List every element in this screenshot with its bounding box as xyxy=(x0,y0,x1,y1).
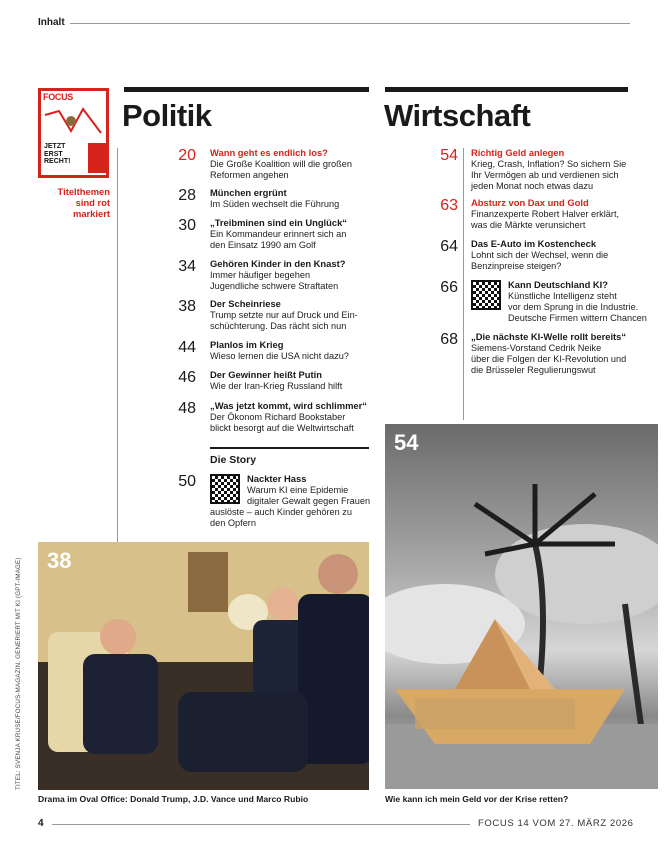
column-divider-left xyxy=(117,148,118,542)
wirtschaft-top-rule xyxy=(385,87,628,92)
entry-desc-line: Ihr Vermögen ab und verdienen sich xyxy=(471,169,619,180)
entry-desc-line: Lohnt sich der Wechsel, wenn die xyxy=(471,250,609,260)
entry-page-number: 34 xyxy=(178,258,196,275)
entry-desc-line: Trump setzte nur auf Druck und Ein- xyxy=(210,310,358,320)
entry-title: Kann Deutschland KI? xyxy=(508,279,609,290)
entry-desc-line: den Einsatz 1990 am Golf xyxy=(210,239,316,250)
header-rule xyxy=(70,23,630,24)
page-number: 4 xyxy=(38,818,44,829)
entry-title: Absturz von Dax und Gold xyxy=(471,197,589,208)
entry-page-number: 66 xyxy=(440,279,458,296)
entry-desc-line: Krieg, Crash, Inflation? So sichern Sie xyxy=(471,159,627,169)
photo-credit: TITEL: SVENJA KRUSE/FOCUS-MAGAZIN, GENERIERT MIT KI (GPT-IMAGE) xyxy=(15,557,22,790)
entry-desc-line: Der Ökonom Richard Bookstaber xyxy=(210,412,346,422)
entry-page-number: 48 xyxy=(178,400,196,417)
photo-page-number: 54 xyxy=(394,430,419,455)
story-entry-page-number: 50 xyxy=(178,473,196,490)
footer-rule xyxy=(52,824,470,825)
cover-headline: JETZT ERST RECHT! xyxy=(44,143,71,165)
entry-desc-line: über die Folgen der KI-Revolution und xyxy=(471,353,627,364)
story-entry-desc-line: auslöste – auch Kinder gehören zu xyxy=(210,507,352,517)
entry-page-number: 46 xyxy=(178,369,196,386)
entry-page-number: 28 xyxy=(178,187,196,204)
entry-desc-line: jeden Monat noch etwas dazu xyxy=(471,180,594,191)
photo-caption: Drama im Oval Office: Donald Trump, J.D. Vance und Marco Rubio xyxy=(38,794,309,804)
entry-desc-line: Finanzexperte Robert Halver erklärt, xyxy=(471,209,620,219)
entry-page-number: 38 xyxy=(178,298,196,315)
entry-title: Der Scheinriese xyxy=(210,298,281,309)
cover-note: Titelthemen sind rot markiert xyxy=(57,186,110,219)
wirtschaft-title: Wirtschaft xyxy=(384,98,531,133)
story-entry-desc-line: Warum KI eine Epidemie xyxy=(247,485,349,495)
entry-page-number: 68 xyxy=(440,331,458,348)
story-entry-desc-line: den Opfern xyxy=(210,518,256,528)
palm-boat-illustration xyxy=(385,424,658,789)
entry-desc-line: Die Große Koalition will die großen xyxy=(210,159,352,169)
photo-page-number: 38 xyxy=(47,548,72,573)
qr-code-icon[interactable] xyxy=(471,280,501,310)
qr-code-icon[interactable] xyxy=(210,474,240,504)
cover-chart-illustration xyxy=(41,103,106,143)
column-divider-right xyxy=(463,148,464,420)
entry-page-number: 30 xyxy=(178,217,196,234)
entry-desc-line: schüchterung. Das rächt sich nun xyxy=(210,320,347,331)
entry-title: Wann geht es endlich los? xyxy=(210,147,328,158)
entry-title: München ergrünt xyxy=(210,187,287,198)
entry-title: „Treibminen sind ein Unglück“ xyxy=(210,217,347,228)
cover-red-block xyxy=(88,143,106,173)
entry-page-number: 64 xyxy=(440,238,458,255)
story-heading: Die Story xyxy=(210,454,257,466)
entry-page-number: 54 xyxy=(440,147,458,164)
entry-desc-line: Siemens-Vorstand Cedrik Neike xyxy=(471,343,602,353)
story-entry-title: Nackter Hass xyxy=(247,473,307,484)
cover-thumbnail xyxy=(38,88,109,178)
entry-desc-line: Jugendliche schwere Straftaten xyxy=(210,280,339,291)
cover-brand: FOCUS xyxy=(43,92,74,102)
entry-page-number: 63 xyxy=(440,197,458,214)
entry-desc-line: was die Märkte verunsichert xyxy=(471,219,586,230)
politik-top-rule xyxy=(124,87,369,92)
story-top-rule xyxy=(210,447,369,449)
entry-desc-line: Reformen angehen xyxy=(210,169,289,180)
entry-desc-line: Ein Kommandeur erinnert sich an xyxy=(210,229,347,239)
entry-title: Das E-Auto im Kostencheck xyxy=(471,238,597,249)
entry-desc-line: Benzinpreise steigen? xyxy=(471,260,562,271)
entry-title: Gehören Kinder in den Knast? xyxy=(210,258,346,269)
oval-office-illustration xyxy=(38,542,369,790)
entry-title: Planlos im Krieg xyxy=(210,339,284,350)
entry-desc-line: Im Süden wechselt die Führung xyxy=(210,199,340,209)
entry-desc-line: Künstliche Intelligenz steht xyxy=(508,291,617,301)
entry-desc-line: Deutsche Firmen wittern Chancen xyxy=(508,312,647,323)
oval-office-photo xyxy=(38,542,369,790)
entry-title: „Die nächste KI-Welle rollt bereits“ xyxy=(471,331,627,342)
story-entry-desc-line: digitaler Gewalt gegen Frauen xyxy=(247,496,371,506)
entry-desc-line: Wie der Iran-Krieg Russland hilft xyxy=(210,381,343,391)
entry-title: Richtig Geld anlegen xyxy=(471,147,565,158)
section-header-label: Inhalt xyxy=(38,17,65,28)
money-boat-photo xyxy=(385,424,658,789)
entry-title: „Was jetzt kommt, wird schlimmer“ xyxy=(210,400,367,411)
politik-title: Politik xyxy=(122,98,212,133)
entry-desc-line: Immer häufiger begehen xyxy=(210,270,311,280)
entry-desc-line: die Brüsseler Regulierungswut xyxy=(471,364,596,375)
entry-page-number: 20 xyxy=(178,147,196,164)
entry-page-number: 44 xyxy=(178,339,196,356)
entry-desc-line: blickt besorgt auf die Weltwirtschaft xyxy=(210,422,354,433)
entry-desc-line: vor dem Sprung in die Industrie. xyxy=(508,301,639,312)
issue-info: FOCUS 14 VOM 27. MÄRZ 2026 xyxy=(478,818,634,829)
photo-caption: Wie kann ich mein Geld vor der Krise retten? xyxy=(385,794,569,804)
entry-desc-line: Wieso lernen die USA nicht dazu? xyxy=(210,351,349,361)
entry-title: Der Gewinner heißt Putin xyxy=(210,369,322,380)
